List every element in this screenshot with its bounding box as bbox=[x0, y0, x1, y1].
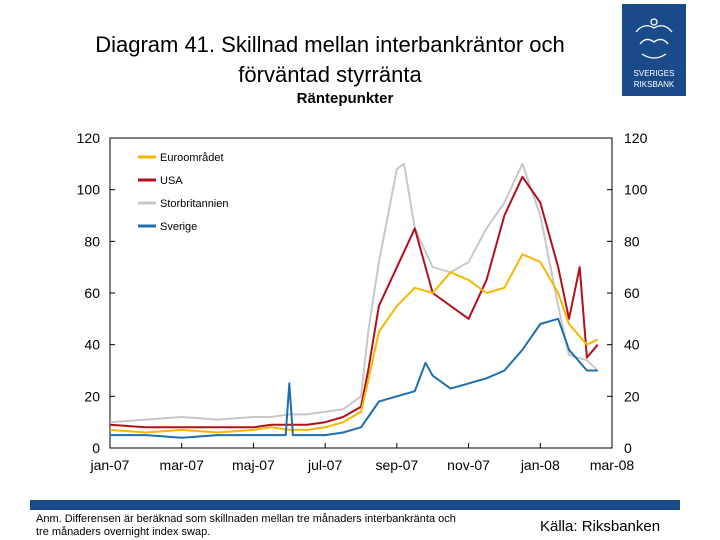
title-line-2: förväntad styrränta bbox=[238, 62, 422, 87]
y-tick-label-left: 0 bbox=[92, 440, 100, 456]
legend-label: Sverige bbox=[160, 221, 198, 233]
legend-label: USA bbox=[160, 175, 183, 187]
x-tick-label: mar-08 bbox=[589, 457, 635, 473]
series-line-1 bbox=[110, 177, 598, 427]
y-tick-label-right: 40 bbox=[624, 336, 640, 353]
x-tick-label: jan-07 bbox=[90, 457, 130, 473]
x-tick-label: jul-07 bbox=[308, 457, 343, 473]
x-tick-label: jan-08 bbox=[520, 457, 560, 473]
y-tick-label-left: 60 bbox=[84, 285, 100, 301]
x-tick-label: nov-07 bbox=[447, 457, 490, 473]
y-tick-label-right: 100 bbox=[624, 181, 648, 198]
y-tick-label-left: 80 bbox=[84, 233, 100, 250]
y-tick-label-right: 20 bbox=[624, 388, 640, 405]
x-tick-label: maj-07 bbox=[232, 457, 275, 473]
legend-label: Euroområdet bbox=[160, 152, 224, 164]
footer-bar bbox=[30, 500, 680, 510]
series-line-3 bbox=[110, 319, 598, 438]
x-tick-label: mar-07 bbox=[159, 457, 204, 473]
y-tick-label-right: 80 bbox=[624, 233, 640, 250]
y-tick-label-left: 40 bbox=[84, 336, 100, 353]
y-tick-label-right: 0 bbox=[624, 440, 632, 456]
logo-text-1: SVERIGES bbox=[633, 69, 675, 78]
legend-label: Storbritannien bbox=[160, 198, 229, 210]
y-tick-label-left: 120 bbox=[76, 130, 100, 146]
series-line-0 bbox=[110, 254, 598, 432]
footnote: Anm. Differensen är beräknad som skillnaden mellan tre månaders interbankränta och tre månaders overnight index swap. bbox=[36, 513, 456, 538]
plot-frame bbox=[110, 138, 612, 448]
x-tick-label: sep-07 bbox=[375, 457, 419, 473]
chart-subtitle: Räntepunkter bbox=[296, 90, 394, 107]
y-tick-label-right: 60 bbox=[624, 285, 640, 301]
source-label: Källa: Riksbanken bbox=[540, 518, 661, 535]
y-tick-label-left: 20 bbox=[84, 388, 100, 405]
y-tick-label-right: 120 bbox=[624, 130, 648, 146]
title-line-1: Diagram 41. Skillnad mellan interbankräntor och bbox=[95, 32, 565, 57]
logo-text-2: RIKSBANK bbox=[633, 80, 675, 89]
y-tick-label-left: 100 bbox=[76, 181, 100, 198]
